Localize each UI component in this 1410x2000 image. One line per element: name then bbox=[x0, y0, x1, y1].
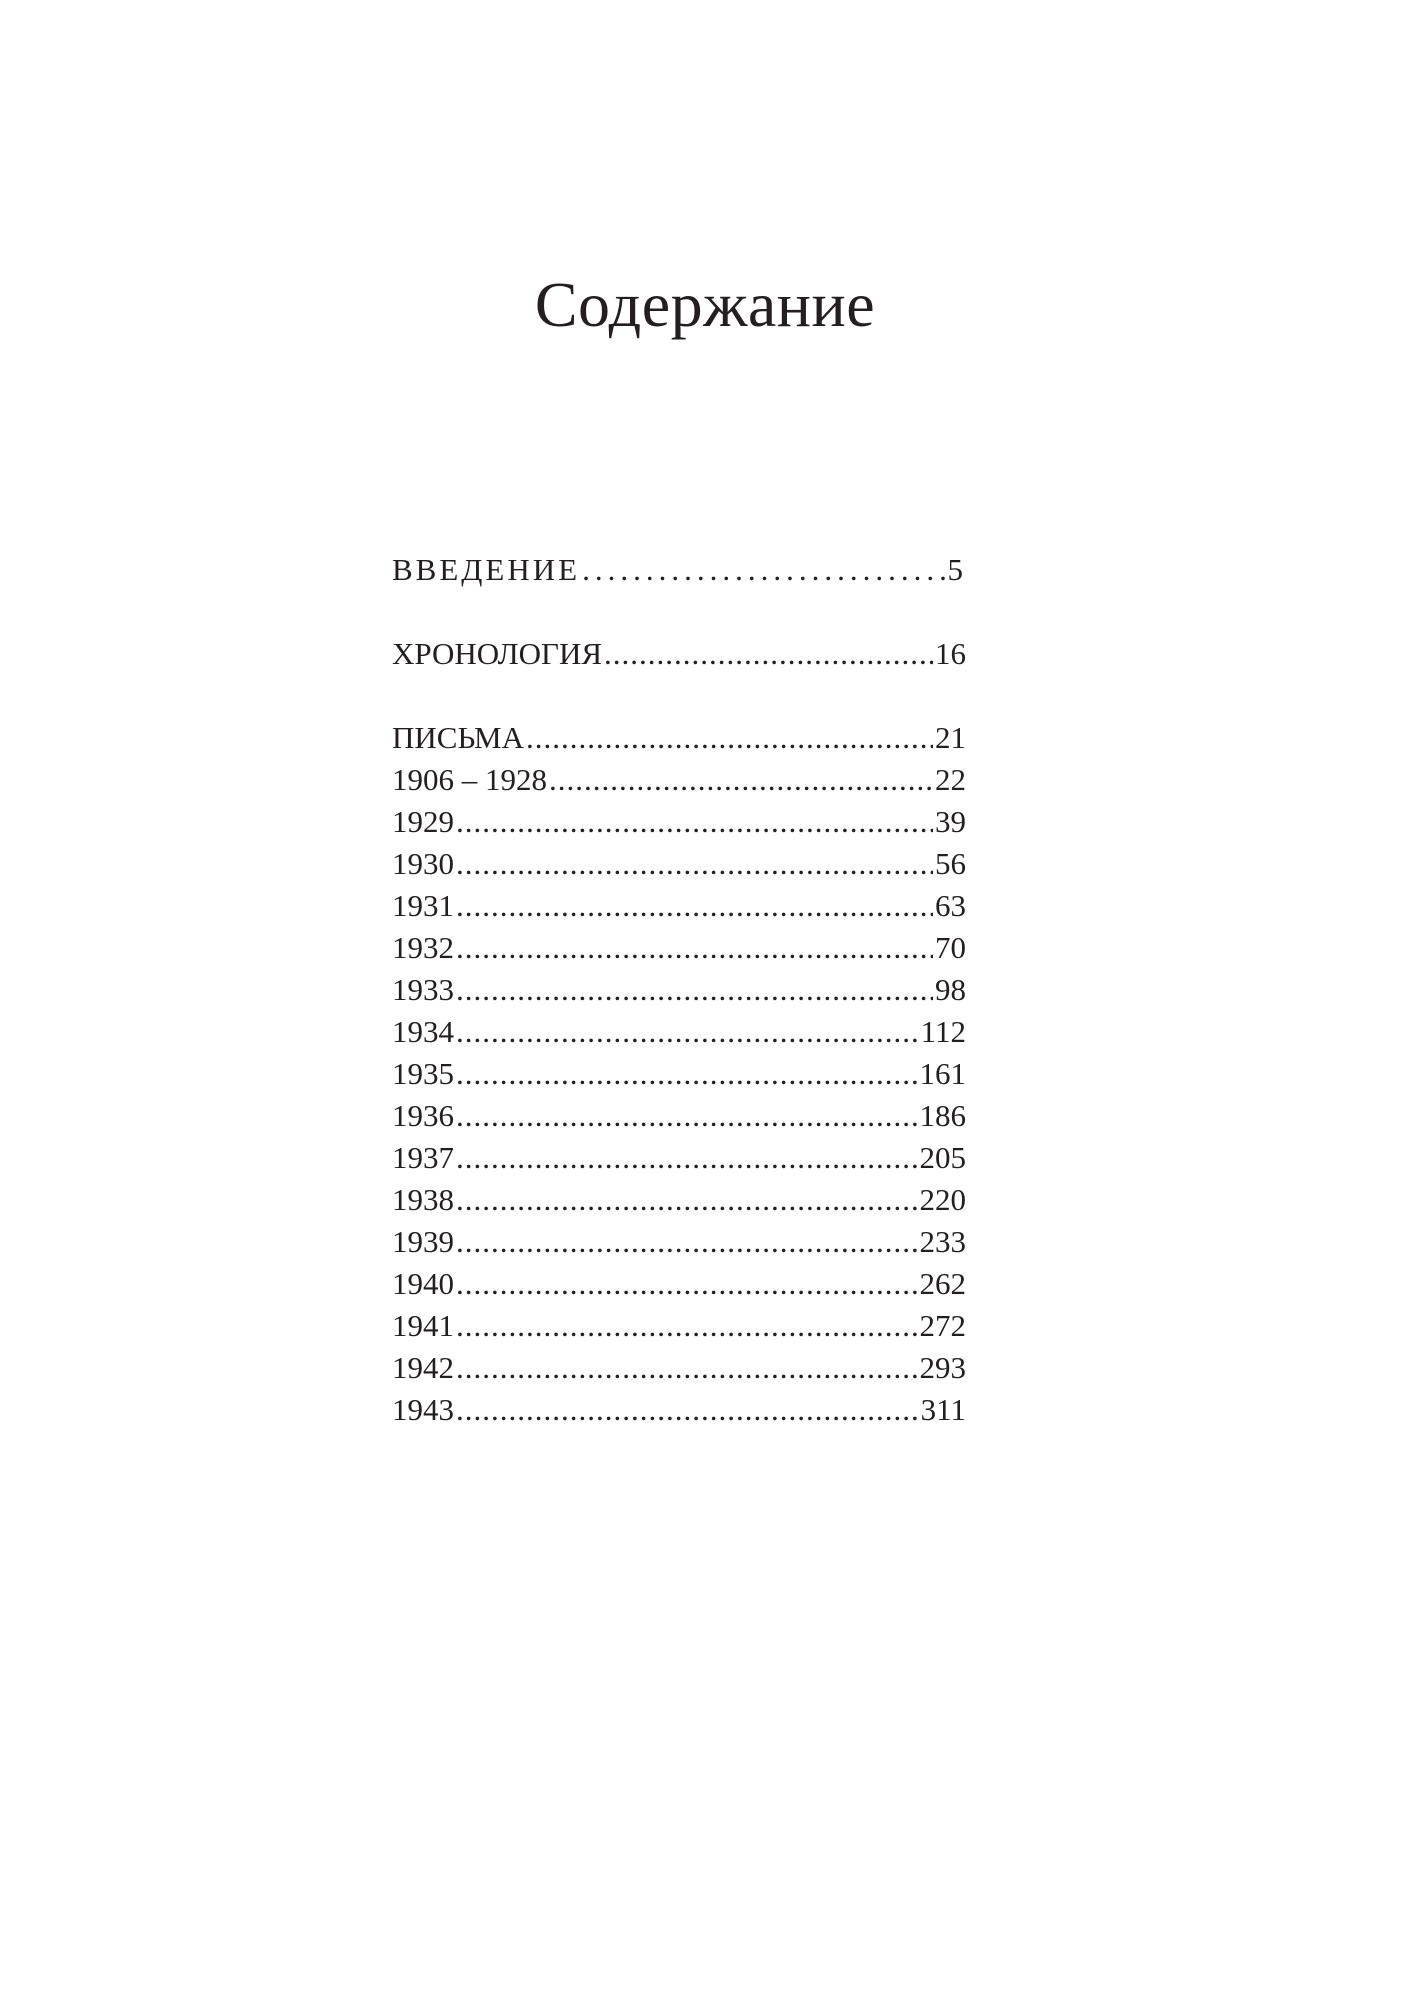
toc-entry-page: 98 bbox=[935, 972, 966, 1007]
toc-entry-label: 1939 bbox=[392, 1224, 454, 1259]
dot-leader bbox=[456, 1266, 918, 1302]
toc-entry-page: 293 bbox=[919, 1350, 966, 1385]
dot-leader bbox=[456, 972, 933, 1008]
toc-entry-year[interactable] bbox=[392, 930, 966, 972]
dot-leader bbox=[456, 1140, 918, 1176]
dot-leader bbox=[456, 1014, 919, 1050]
dot-leader bbox=[526, 720, 933, 756]
dot-leader bbox=[456, 1350, 918, 1386]
toc-entry-label: 1931 bbox=[392, 888, 454, 923]
dot-leader bbox=[582, 552, 945, 588]
toc-entry-page: 205 bbox=[919, 1140, 966, 1175]
dot-leader bbox=[456, 1224, 918, 1260]
toc-entry-label: ВВЕДЕНИЕ bbox=[392, 552, 581, 587]
toc-entry-page: 63 bbox=[935, 888, 966, 923]
dot-leader bbox=[456, 1098, 918, 1134]
dot-leader bbox=[456, 1392, 919, 1428]
toc-entry-label: 1933 bbox=[392, 972, 454, 1007]
toc-entry-label: 1932 bbox=[392, 930, 454, 965]
toc-entry-year[interactable] bbox=[392, 1098, 966, 1140]
toc-entry-page: 21 bbox=[935, 720, 966, 755]
toc-entry-year[interactable] bbox=[392, 1014, 966, 1056]
toc-entry-label: 1938 bbox=[392, 1182, 454, 1217]
toc-entry-introduction[interactable] bbox=[392, 552, 966, 594]
spacer bbox=[392, 594, 966, 636]
dot-leader bbox=[456, 1182, 918, 1218]
toc-entry-label: 1937 bbox=[392, 1140, 454, 1175]
toc-entry-year[interactable] bbox=[392, 1140, 966, 1182]
dot-leader bbox=[456, 888, 933, 924]
page-title: Содержание bbox=[534, 269, 876, 340]
toc-entry-year[interactable] bbox=[392, 1392, 966, 1434]
toc-entry-year[interactable] bbox=[392, 1308, 966, 1350]
toc-entry-label: 1940 bbox=[392, 1266, 454, 1301]
toc-entry-label: 1941 bbox=[392, 1308, 454, 1343]
toc-entry-label: 1935 bbox=[392, 1056, 454, 1091]
toc-entry-page: 22 bbox=[935, 762, 966, 797]
toc-entry-label: 1942 bbox=[392, 1350, 454, 1385]
toc-entry-page: 262 bbox=[919, 1266, 966, 1301]
spacer bbox=[392, 678, 966, 720]
toc-entry-year[interactable] bbox=[392, 804, 966, 846]
toc-entry-year[interactable] bbox=[392, 1056, 966, 1098]
toc-entry-label: ХРОНОЛОГИЯ bbox=[392, 636, 603, 671]
toc-entry-year[interactable] bbox=[392, 888, 966, 930]
toc-entry-label: 1936 bbox=[392, 1098, 454, 1133]
toc-entry-page: 56 bbox=[935, 846, 966, 881]
toc-entry-label: 1943 bbox=[392, 1392, 454, 1427]
toc-entry-page: 233 bbox=[919, 1224, 966, 1259]
toc-entry-page: 112 bbox=[920, 1014, 966, 1049]
dot-leader bbox=[549, 762, 933, 798]
toc-entry-year[interactable] bbox=[392, 1182, 966, 1224]
toc-entry-label: 1906 – 1928 bbox=[392, 762, 547, 797]
toc-entry-year[interactable] bbox=[392, 1266, 966, 1308]
toc-entry-label: 1934 bbox=[392, 1014, 454, 1049]
toc-entry-label: 1930 bbox=[392, 846, 454, 881]
toc-entry-page: 220 bbox=[919, 1182, 966, 1217]
toc-entry-year[interactable] bbox=[392, 762, 966, 804]
toc-entry-page: 161 bbox=[919, 1056, 966, 1091]
toc-entry-page: 70 bbox=[935, 930, 966, 965]
toc-entry-page: 39 bbox=[935, 804, 966, 839]
toc-entry-year[interactable] bbox=[392, 1224, 966, 1266]
toc-entry-page: 16 bbox=[935, 636, 966, 671]
dot-leader bbox=[456, 930, 933, 966]
toc-entry-page: 5 bbox=[947, 552, 966, 587]
toc-entry-chronology[interactable] bbox=[392, 636, 966, 678]
toc-entry-page: 272 bbox=[919, 1308, 966, 1343]
toc-entry-letters[interactable] bbox=[392, 720, 966, 762]
dot-leader bbox=[456, 1308, 918, 1344]
dot-leader bbox=[456, 1056, 918, 1092]
dot-leader bbox=[456, 804, 933, 840]
dot-leader bbox=[456, 846, 933, 882]
toc-entry-page: 311 bbox=[920, 1392, 966, 1427]
table-of-contents bbox=[392, 552, 966, 1434]
toc-entry-label: 1929 bbox=[392, 804, 454, 839]
dot-leader bbox=[604, 636, 933, 672]
toc-entry-year[interactable] bbox=[392, 972, 966, 1014]
toc-entry-page: 186 bbox=[919, 1098, 966, 1133]
toc-entry-year[interactable] bbox=[392, 846, 966, 888]
toc-entry-label: ПИСЬМА bbox=[392, 720, 524, 755]
toc-entry-year[interactable] bbox=[392, 1350, 966, 1392]
